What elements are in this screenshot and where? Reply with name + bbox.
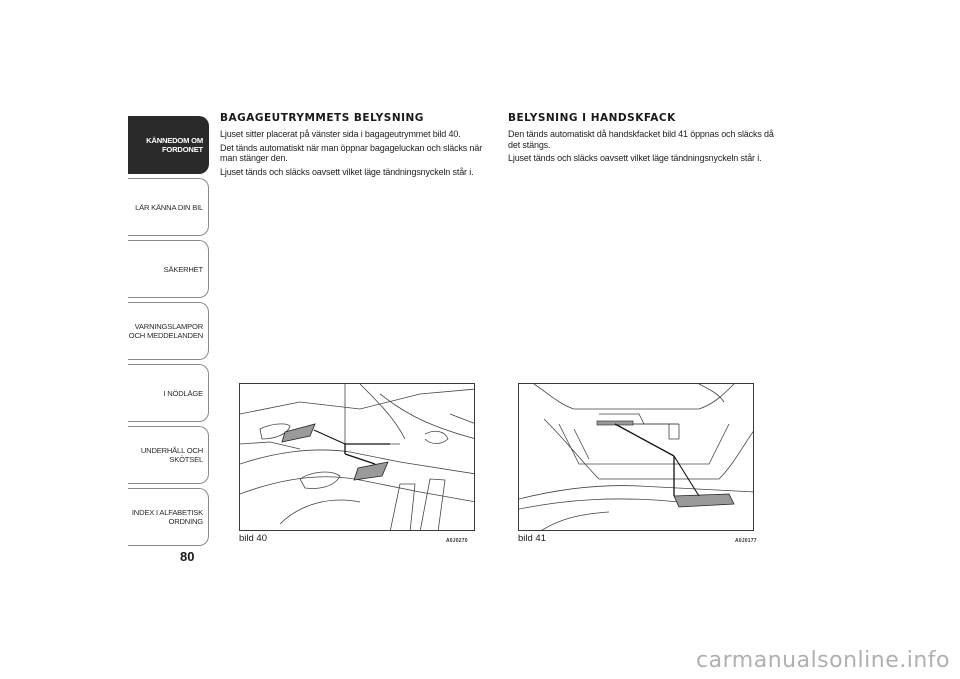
tab-label: UNDERHÅLL OCH SKÖTSEL	[140, 446, 203, 464]
tab-i-nodlage[interactable]	[128, 364, 209, 422]
right-section	[508, 112, 778, 167]
figure-41-code: A0J0177	[735, 538, 757, 544]
watermark: carmanualsonline.info	[696, 648, 950, 673]
paragraph: Det tänds automatiskt när man öppnar bagageluckan och släcks när man stänger den.	[220, 142, 483, 163]
paragraph: Ljuset tänds och släcks oavsett vilket läge tändningsnyckeln står i.	[220, 166, 474, 177]
tab-index[interactable]	[128, 488, 209, 546]
tab-underhall-och-skotsel[interactable]	[128, 426, 209, 484]
section-heading: BELYSNING I HANDSKFACK	[508, 112, 676, 124]
tab-varningslampor[interactable]	[128, 302, 209, 360]
tab-label: I NÖDLÄGE	[163, 388, 203, 398]
figure-40-code: A0J0270	[446, 538, 468, 544]
figure-41-illustration	[518, 383, 754, 531]
page-number: 80	[180, 549, 195, 564]
tab-lar-kanna-din-bil[interactable]	[128, 178, 209, 236]
tab-sakerhet[interactable]	[128, 240, 209, 298]
paragraph: Ljuset sitter placerat på vänster sida i bagageutrymmet bild 40.	[220, 129, 461, 139]
tab-kannedom-om-fordonet[interactable]	[128, 116, 209, 174]
tab-label: LÄR KÄNNA DIN BIL	[135, 202, 203, 212]
figure-41-caption: bild 41	[518, 533, 546, 544]
tab-label: INDEX I ALFABETISK ORDNING	[131, 508, 203, 526]
paragraph: Ljuset tänds och släcks oavsett vilket läge tändningsnyckeln står i.	[508, 153, 762, 163]
left-section	[220, 112, 490, 180]
tab-label: KÄNNEDOM OM FORDONET	[146, 136, 203, 154]
tab-label: SÄKERHET	[163, 264, 203, 274]
paragraph: Den tänds automatiskt då handskfacket bild 41 öppnas och släcks då det stängs.	[508, 129, 774, 150]
figure-40-caption: bild 40	[239, 533, 267, 544]
figure-40-illustration	[239, 383, 475, 531]
tab-label: VARNINGSLAMPOR OCH MEDDELANDEN	[128, 322, 203, 340]
section-heading: BAGAGEUTRYMMETS BELYSNING	[220, 112, 424, 124]
